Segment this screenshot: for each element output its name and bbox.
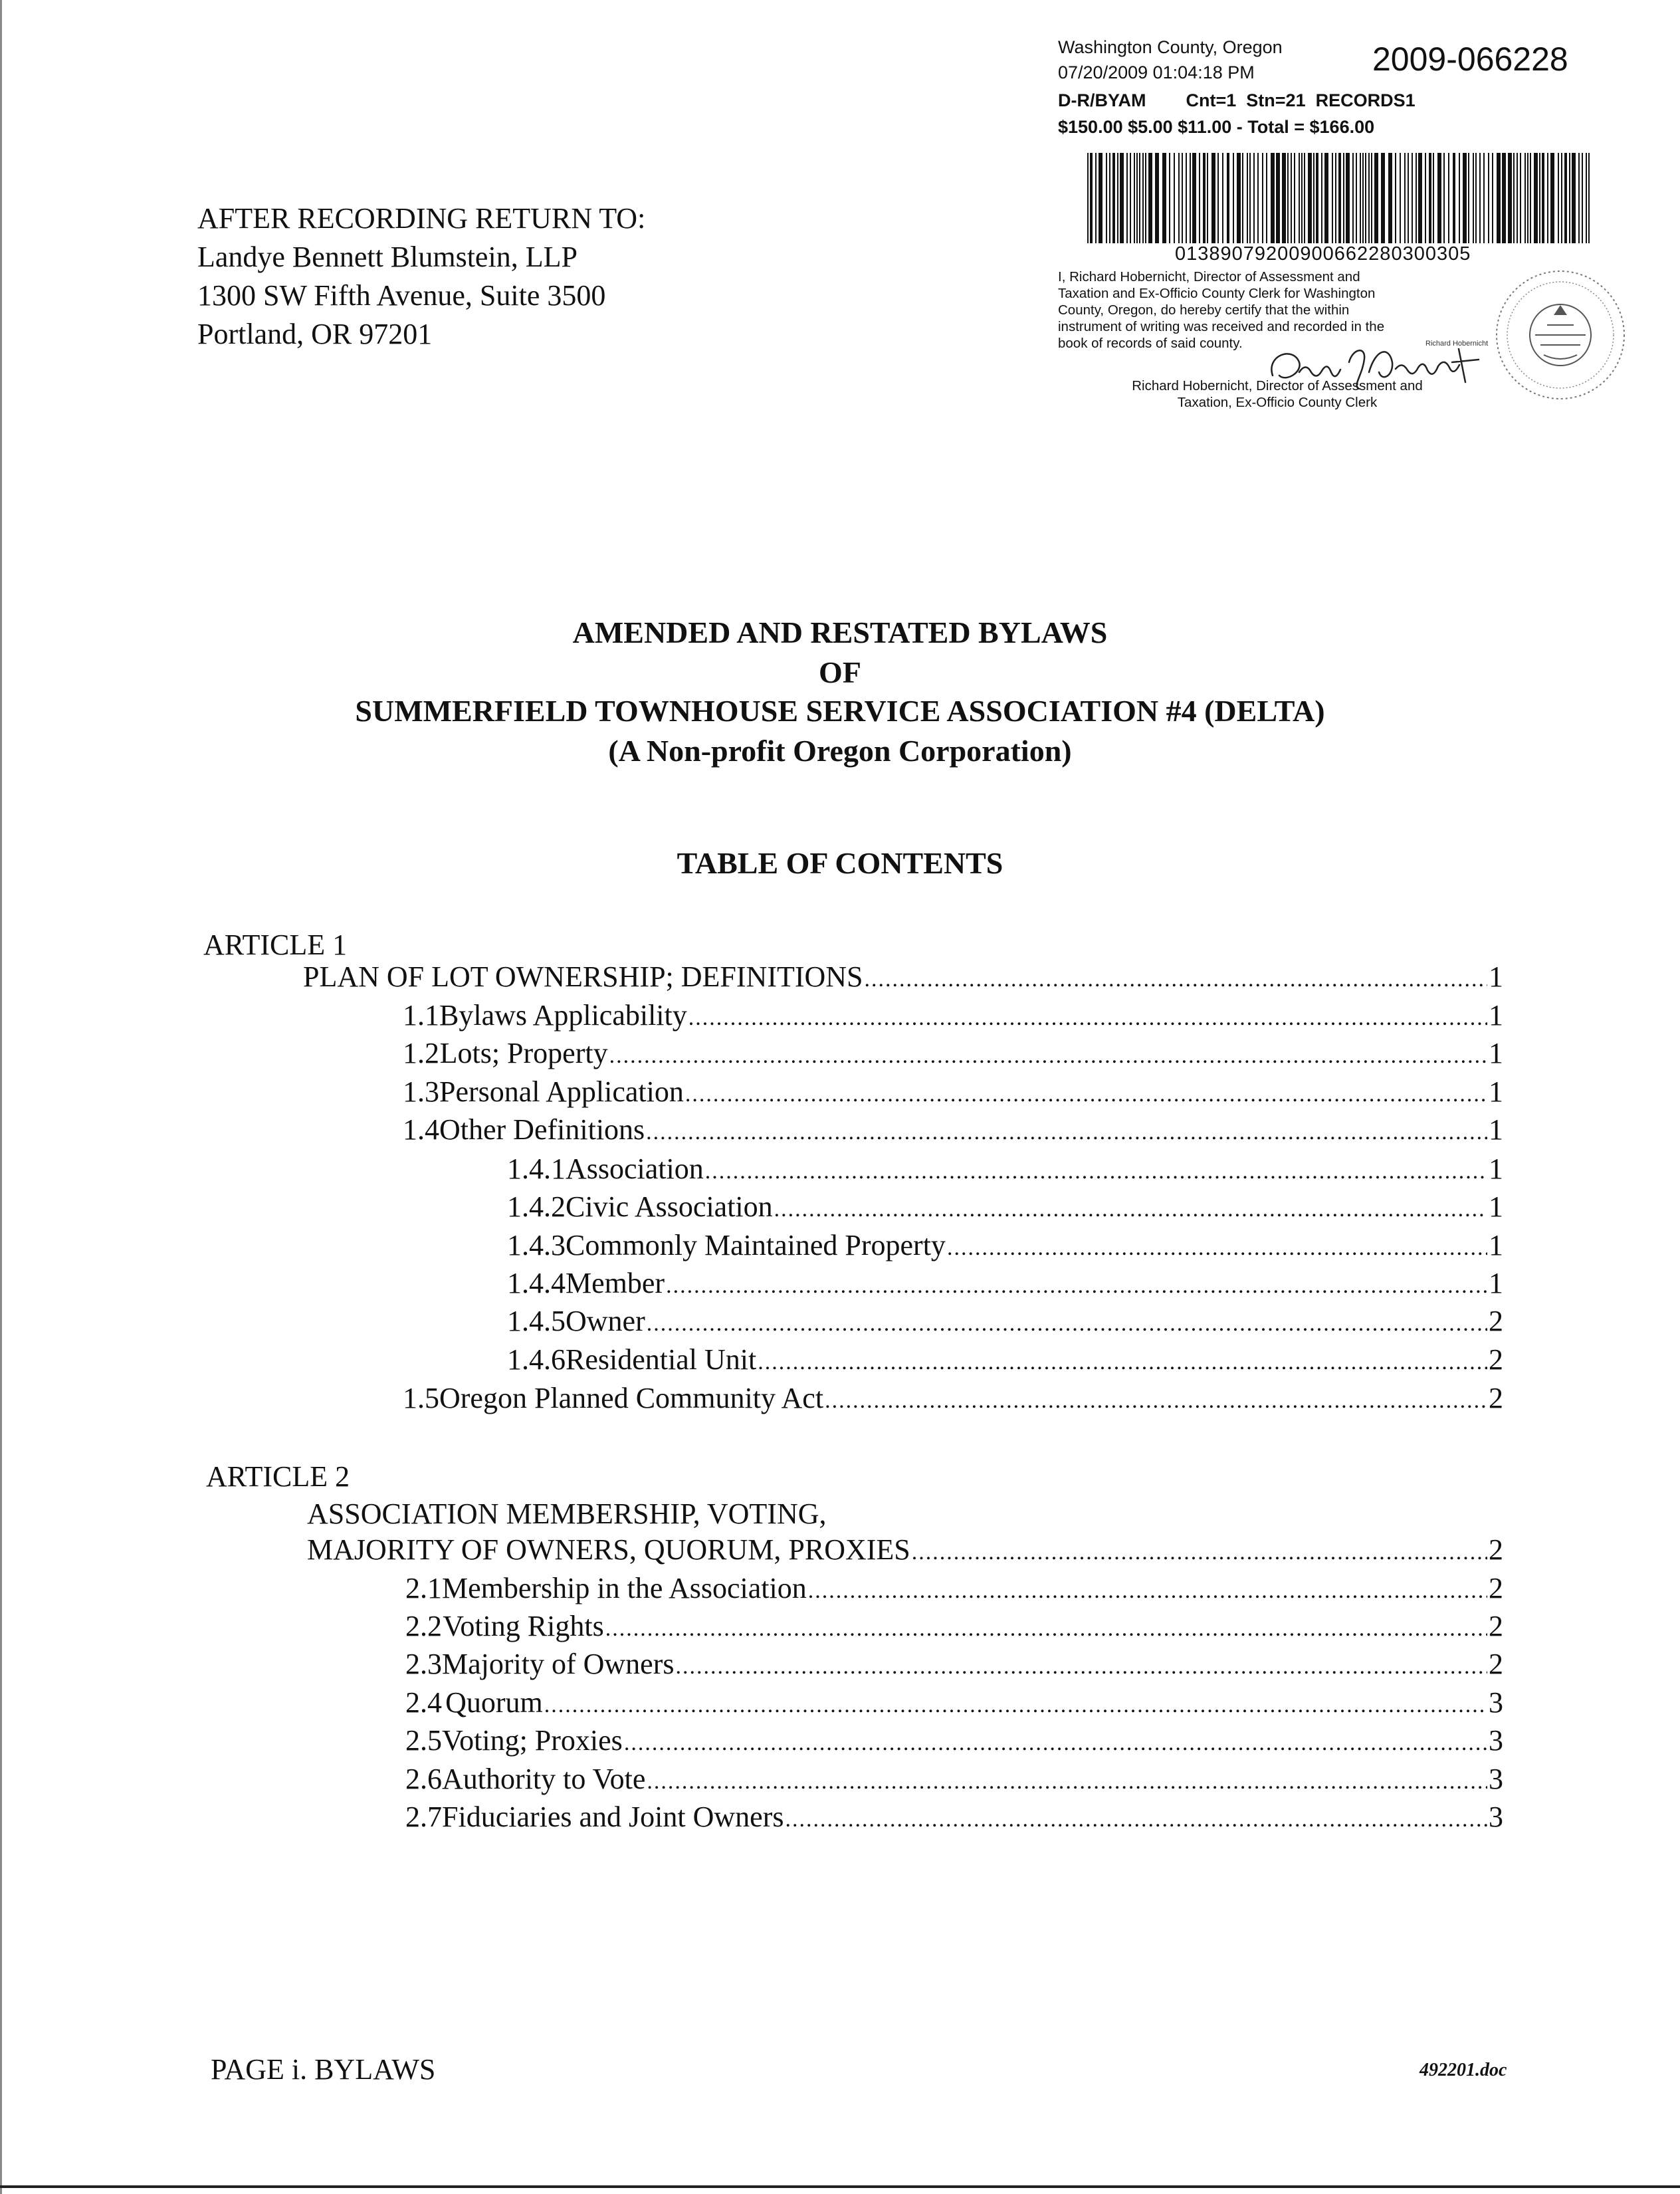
barcode-bar xyxy=(1437,153,1441,243)
toc-leader xyxy=(646,1115,1487,1150)
toc-entry xyxy=(507,1228,1503,1265)
document-title-of: OF xyxy=(819,655,861,689)
barcode-bar xyxy=(1192,153,1196,243)
barcode-bar xyxy=(1099,153,1102,243)
toc-leader xyxy=(774,1192,1487,1227)
barcode-bar xyxy=(1388,153,1392,243)
barcode-bar xyxy=(1182,153,1183,243)
toc-entry-number: 1.2 xyxy=(403,1037,439,1069)
barcode-bar xyxy=(1479,153,1481,243)
barcode-bar xyxy=(1520,153,1521,243)
toc-entry xyxy=(403,1113,1503,1150)
toc-entry-page: 1 xyxy=(1489,1037,1503,1069)
barcode-bar xyxy=(1578,153,1580,243)
toc-entry-page: 3 xyxy=(1489,1801,1503,1833)
toc-entry-title: Authority to Vote xyxy=(442,1763,646,1795)
barcode-bar xyxy=(1459,153,1460,243)
return-to-city: Portland, OR 97201 xyxy=(197,318,433,350)
barcode-bar xyxy=(1365,153,1366,243)
barcode-bar xyxy=(1346,153,1350,243)
toc-leader xyxy=(705,1154,1487,1189)
barcode-bar xyxy=(1266,153,1267,243)
barcode-bar xyxy=(1316,153,1318,243)
barcode-bar xyxy=(1207,153,1208,243)
barcode-bar xyxy=(1343,153,1344,243)
toc-entry-number: 1.4.5 xyxy=(507,1305,566,1337)
toc-entry xyxy=(507,1304,1503,1341)
toc-entry xyxy=(405,1609,1503,1646)
barcode-bar xyxy=(1227,153,1229,243)
toc-leader xyxy=(666,1269,1487,1303)
barcode-bar xyxy=(1463,153,1467,243)
toc-entry xyxy=(405,1762,1503,1799)
barcode-bar xyxy=(1148,153,1152,243)
barcode-bar xyxy=(1429,153,1431,243)
toc-entry-article-2 xyxy=(307,1533,1503,1570)
toc-entry-page: 1 xyxy=(1489,1113,1503,1146)
barcode-bar xyxy=(1276,153,1280,243)
toc-heading: TABLE OF CONTENTS xyxy=(677,846,1003,880)
barcode-bar xyxy=(1586,153,1587,243)
barcode-bar xyxy=(1271,153,1275,243)
barcode-bar xyxy=(1492,153,1493,243)
toc-entry xyxy=(405,1723,1503,1761)
toc-entry-title: Commonly Maintained Property xyxy=(566,1229,946,1262)
barcode-bar xyxy=(1508,153,1512,243)
toc-entry-title: Bylaws Applicability xyxy=(439,999,687,1032)
toc-entry-page: 1 xyxy=(1489,999,1503,1032)
toc-entry-title: Owner xyxy=(566,1305,645,1337)
toc-entry-title: Majority of Owners xyxy=(442,1648,675,1680)
barcode-bar xyxy=(1142,153,1144,243)
barcode-digits: 01389079200900662280300305 xyxy=(1175,243,1471,265)
toc-entry-title: Civic Association xyxy=(566,1190,773,1223)
toc-entry-number: 2.4 xyxy=(405,1686,442,1719)
barcode-bar xyxy=(1408,153,1409,243)
toc-entry-number: 1.1 xyxy=(403,999,439,1032)
barcode-bar xyxy=(1448,153,1449,243)
barcode-bar xyxy=(1433,153,1434,243)
barcode-bar xyxy=(1338,153,1341,243)
barcode-bar xyxy=(1222,153,1223,243)
barcode-bar xyxy=(1109,153,1110,243)
barcode-bar xyxy=(1416,153,1417,243)
toc-entry-title: PLAN OF LOT OWNERSHIP; DEFINITIONS xyxy=(303,960,863,993)
barcode-bar xyxy=(1517,153,1518,243)
barcode-bar xyxy=(1443,153,1445,243)
toc-entry-number: 1.4.6 xyxy=(507,1343,566,1376)
certification-line: book of records of said county. xyxy=(1058,336,1243,351)
barcode-bar xyxy=(1453,153,1455,243)
barcode-bar xyxy=(1321,153,1322,243)
return-to-name: Landye Bennett Blumstein, LLP xyxy=(197,241,578,273)
toc-entry-page: 1 xyxy=(1489,1152,1503,1185)
toc-entry-number: 1.3 xyxy=(403,1075,439,1108)
toc-leader xyxy=(647,1307,1487,1341)
toc-entry xyxy=(507,1343,1503,1380)
barcode-bar xyxy=(1582,153,1583,243)
toc-entry-title: Lots; Property xyxy=(439,1037,608,1069)
recording-county: Washington County, Oregon xyxy=(1058,37,1283,57)
barcode xyxy=(1087,153,1590,243)
toc-entry-title: Association xyxy=(566,1152,704,1185)
toc-entry-page: 1 xyxy=(1489,1075,1503,1108)
recording-number: 2009-066228 xyxy=(1372,41,1568,78)
barcode-bar xyxy=(1174,153,1175,243)
toc-entry-title: MAJORITY OF OWNERS, QUORUM, PROXIES xyxy=(307,1533,910,1566)
barcode-bar xyxy=(1313,153,1314,243)
toc-entry-title: Residential Unit xyxy=(566,1343,757,1376)
toc-leader xyxy=(624,1726,1487,1761)
barcode-bar xyxy=(1473,153,1474,243)
document-title: AMENDED AND RESTATED BYLAWS xyxy=(572,615,1108,649)
barcode-bar xyxy=(1199,153,1200,243)
toc-leader xyxy=(865,962,1487,997)
barcode-bar xyxy=(1217,153,1219,243)
scan-edge xyxy=(0,0,2,2194)
toc-entry-title: Personal Application xyxy=(439,1075,684,1108)
barcode-bar xyxy=(1155,153,1159,243)
barcode-bar xyxy=(1291,153,1292,243)
barcode-bar xyxy=(1425,153,1426,243)
barcode-bar xyxy=(1360,153,1361,243)
toc-entry xyxy=(405,1571,1503,1608)
barcode-bar xyxy=(1169,153,1170,243)
barcode-bar xyxy=(1253,153,1255,243)
toc-leader xyxy=(544,1688,1487,1723)
barcode-bar xyxy=(1547,153,1548,243)
barcode-bar xyxy=(1294,153,1295,243)
barcode-bar xyxy=(1412,153,1413,243)
barcode-bar xyxy=(1404,153,1406,243)
toc-leader xyxy=(676,1650,1488,1684)
toc-entry-page: 1 xyxy=(1489,1190,1503,1223)
document-file-id: 492201.doc xyxy=(1419,2060,1507,2080)
toc-leader xyxy=(685,1077,1487,1112)
signature-text: Richard Hobernicht xyxy=(1425,340,1489,348)
barcode-bar xyxy=(1203,153,1206,243)
toc-entry-title: Oregon Planned Community Act xyxy=(439,1382,824,1414)
toc-leader xyxy=(808,1574,1487,1608)
toc-entry-number: 2.5 xyxy=(405,1724,442,1757)
barcode-bar xyxy=(1475,153,1477,243)
toc-entry-page: 2 xyxy=(1489,1343,1503,1376)
barcode-bar xyxy=(1352,153,1354,243)
barcode-bar xyxy=(1400,153,1401,243)
certification-line: I, Richard Hobernicht, Director of Assessment and xyxy=(1058,269,1360,284)
barcode-bar xyxy=(1162,153,1166,243)
return-to-heading: AFTER RECORDING RETURN TO: xyxy=(197,202,646,235)
toc-entry-title: Quorum xyxy=(445,1686,543,1719)
toc-leader xyxy=(647,1765,1487,1799)
toc-entry-article-2-title-line1: ASSOCIATION MEMBERSHIP, VOTING, xyxy=(307,1497,827,1530)
certification-line: Taxation and Ex-Officio County Clerk for Washington xyxy=(1058,286,1376,301)
barcode-bar xyxy=(1257,153,1259,243)
barcode-bar xyxy=(1136,153,1138,243)
barcode-bar xyxy=(1332,153,1333,243)
article-2-label: ARTICLE 2 xyxy=(206,1460,350,1493)
barcode-bar xyxy=(1371,153,1372,243)
toc-entry-title: Voting Rights xyxy=(443,1610,604,1642)
barcode-bar xyxy=(1287,153,1289,243)
barcode-bar xyxy=(1249,153,1251,243)
barcode-bar xyxy=(1374,153,1378,243)
barcode-bar xyxy=(1126,153,1128,243)
barcode-bar xyxy=(1539,153,1540,243)
barcode-bar xyxy=(1561,153,1562,243)
page-footer-label: PAGE i. BYLAWS xyxy=(211,2053,436,2086)
toc-entry-number: 2.1 xyxy=(405,1572,442,1604)
toc-entry-page: 3 xyxy=(1489,1724,1503,1757)
corporation-type: (A Non-profit Oregon Corporation) xyxy=(608,734,1072,768)
toc-entry-page: 2 xyxy=(1489,1382,1503,1414)
toc-leader xyxy=(785,1803,1487,1837)
toc-entry-number: 2.6 xyxy=(405,1763,442,1795)
barcode-bar xyxy=(1524,153,1526,243)
barcode-bar xyxy=(1324,153,1328,243)
barcode-bar xyxy=(1095,153,1097,243)
toc-leader xyxy=(825,1384,1487,1418)
toc-entry-title: Voting; Proxies xyxy=(442,1724,623,1757)
toc-entry-title: Fiduciaries and Joint Owners xyxy=(442,1801,784,1833)
toc-entry-title: Membership in the Association xyxy=(442,1572,807,1604)
barcode-bar xyxy=(1087,153,1089,243)
toc-entry-number: 2.7 xyxy=(405,1801,442,1833)
barcode-bar xyxy=(1550,153,1554,243)
toc-entry-page: 2 xyxy=(1489,1648,1503,1680)
toc-leader xyxy=(758,1345,1487,1380)
barcode-bar xyxy=(1483,153,1485,243)
barcode-bar xyxy=(1242,153,1243,243)
toc-entry xyxy=(403,1075,1503,1112)
toc-entry-number: 2.3 xyxy=(405,1648,442,1680)
barcode-bar xyxy=(1362,153,1364,243)
toc-entry-page: 1 xyxy=(1489,1267,1503,1299)
certification-line: instrument of writing was received and recorded in the xyxy=(1058,319,1385,334)
toc-entry-page: 3 xyxy=(1489,1686,1503,1719)
toc-entry-number: 1.4.4 xyxy=(507,1267,566,1299)
association-name: SUMMERFIELD TOWNHOUSE SERVICE ASSOCIATION #4 (DELTA) xyxy=(355,694,1325,728)
barcode-bar xyxy=(1530,153,1531,243)
barcode-bar xyxy=(1120,153,1124,243)
toc-entry-number: 1.5 xyxy=(403,1382,439,1414)
barcode-bar xyxy=(1534,153,1538,243)
toc-entry-page: 2 xyxy=(1489,1572,1503,1604)
barcode-bar xyxy=(1497,153,1501,243)
barcode-bar xyxy=(1572,153,1576,243)
page-bottom-edge xyxy=(0,2185,1680,2188)
toc-entry-page: 1 xyxy=(1489,1229,1503,1262)
toc-entry xyxy=(403,1381,1503,1418)
toc-entry xyxy=(405,1647,1503,1684)
barcode-bar xyxy=(1301,153,1303,243)
barcode-bar xyxy=(1488,153,1489,243)
barcode-bar xyxy=(1304,153,1305,243)
toc-entry-page: 2 xyxy=(1489,1533,1503,1566)
barcode-bar xyxy=(1117,153,1118,243)
toc-entry xyxy=(507,1190,1503,1227)
barcode-bar xyxy=(1233,153,1234,243)
toc-leader xyxy=(947,1231,1487,1265)
toc-leader xyxy=(609,1039,1487,1073)
barcode-bar xyxy=(1247,153,1248,243)
barcode-bar xyxy=(1502,153,1506,243)
toc-entry-title: Member xyxy=(566,1267,665,1299)
toc-entry-number: 1.4.2 xyxy=(507,1190,566,1223)
barcode-bar xyxy=(1513,153,1515,243)
clerk-title-line: Taxation, Ex-Officio County Clerk xyxy=(1177,395,1378,410)
recording-codes: D-R/BYAM Cnt=1 Stn=21 RECORDS1 xyxy=(1058,90,1416,110)
barcode-bar xyxy=(1381,153,1385,243)
barcode-bar xyxy=(1299,153,1300,243)
barcode-bar xyxy=(1186,153,1187,243)
toc-entry-number: 1.4.3 xyxy=(507,1229,566,1262)
barcode-bar xyxy=(1145,153,1146,243)
clerk-title xyxy=(1071,378,1483,411)
recording-fees: $150.00 $5.00 $11.00 - Total = $166.00 xyxy=(1058,117,1375,137)
toc-entry xyxy=(403,1036,1503,1073)
toc-entry-number: 1.4 xyxy=(403,1113,439,1146)
barcode-bar xyxy=(1368,153,1370,243)
toc-leader xyxy=(605,1612,1487,1646)
toc-entry-title: Other Definitions xyxy=(439,1113,645,1146)
toc-entry-page: 2 xyxy=(1489,1305,1503,1337)
toc-entry xyxy=(405,1686,1503,1723)
certification-line: County, Oregon, do hereby certify that the within xyxy=(1058,302,1350,318)
barcode-bar xyxy=(1211,153,1215,243)
barcode-bar xyxy=(1542,153,1544,243)
toc-entry-page: 2 xyxy=(1489,1610,1503,1642)
barcode-bar xyxy=(1106,153,1107,243)
recording-datetime: 07/20/2009 01:04:18 PM xyxy=(1058,62,1255,82)
toc-entry-page: 1 xyxy=(1489,960,1503,993)
barcode-bar xyxy=(1112,153,1115,243)
barcode-bar xyxy=(1588,153,1590,243)
barcode-bar xyxy=(1418,153,1422,243)
barcode-bar xyxy=(1395,153,1396,243)
toc-entry xyxy=(405,1800,1503,1837)
barcode-bar xyxy=(1134,153,1135,243)
toc-entry xyxy=(507,1266,1503,1303)
toc-leader xyxy=(688,1001,1487,1036)
barcode-bar xyxy=(1564,153,1567,243)
clerk-title-line: Richard Hobernicht, Director of Assessment and xyxy=(1132,378,1423,393)
toc-leader xyxy=(912,1535,1487,1570)
barcode-bar xyxy=(1558,153,1559,243)
barcode-bar xyxy=(1190,153,1191,243)
barcode-bar xyxy=(1356,153,1357,243)
barcode-bar xyxy=(1090,153,1093,243)
barcode-bar xyxy=(1308,153,1312,243)
barcode-bar xyxy=(1139,153,1140,243)
toc-entry xyxy=(403,998,1503,1036)
toc-entry-page: 3 xyxy=(1489,1763,1503,1795)
toc-entry-article-1 xyxy=(303,960,1503,997)
barcode-bar xyxy=(1130,153,1131,243)
barcode-bar xyxy=(1468,153,1469,243)
barcode-bar xyxy=(1237,153,1241,243)
barcode-bar xyxy=(1282,153,1286,243)
return-to-street: 1300 SW Fifth Avenue, Suite 3500 xyxy=(197,279,606,312)
toc-entry-number: 1.4.1 xyxy=(507,1152,566,1185)
county-seal-icon xyxy=(1494,269,1627,401)
toc-entry xyxy=(507,1152,1503,1189)
barcode-bar xyxy=(1335,153,1336,243)
barcode-bar xyxy=(1178,153,1180,243)
barcode-bar xyxy=(1262,153,1263,243)
toc-entry-number: 2.2 xyxy=(405,1610,442,1642)
barcode-bar xyxy=(1527,153,1528,243)
article-1-label: ARTICLE 1 xyxy=(203,929,348,961)
barcode-bar xyxy=(1569,153,1570,243)
